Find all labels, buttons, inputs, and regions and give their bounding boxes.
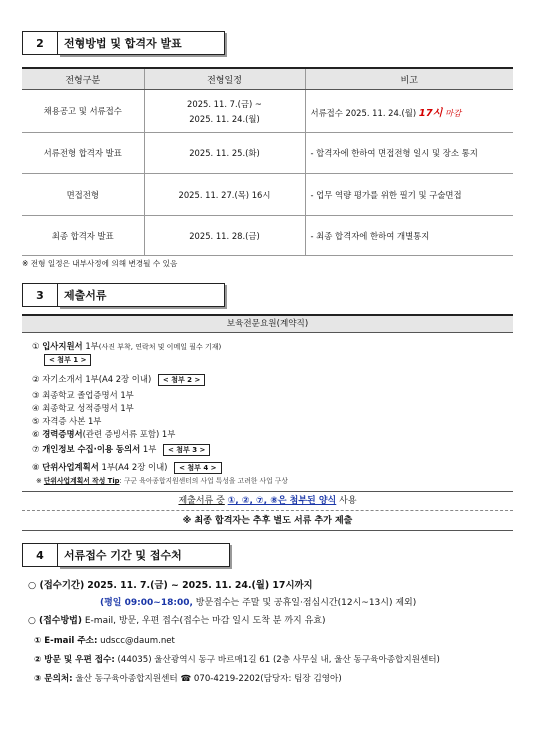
- column-header: 비고: [305, 68, 513, 90]
- table-row: [22, 174, 513, 216]
- doc-item-1: [32, 340, 221, 352]
- section-3-header: [22, 283, 225, 307]
- section-number: 2: [22, 31, 58, 55]
- row-type: 채용공고 및 서류접수: [22, 90, 144, 133]
- item-name: 자기소개서: [42, 374, 83, 384]
- item-number: ②: [32, 374, 40, 384]
- date-line: 2025. 11. 7.(금) ~: [187, 98, 262, 109]
- doc-item-4: [32, 402, 134, 414]
- section-number: 4: [22, 543, 58, 567]
- period-value: 2025. 11. 7.(금) ~ 2025. 11. 24.(월) 17시까지: [87, 580, 313, 591]
- method-label: ○ (접수방법): [28, 616, 82, 626]
- item-number: ⑤: [32, 416, 40, 426]
- section-title: 서류접수 기간 및 접수처: [58, 543, 230, 567]
- item-number: ⑥: [32, 429, 40, 439]
- attachment-tag: < 첨부 2 >: [158, 374, 205, 386]
- section-title: 전형방법 및 합격자 발표: [58, 31, 225, 55]
- hours-line: [100, 595, 416, 608]
- email-address[interactable]: udscc@daum.net: [100, 636, 175, 646]
- item-number: ①: [32, 341, 40, 351]
- column-header: 전형일정: [144, 68, 305, 90]
- weekday-hours: (평일 09:00~18:00,: [100, 598, 193, 608]
- row-date: 2025. 11. 27.(목) 16시: [144, 174, 305, 216]
- section-number: 3: [22, 283, 58, 307]
- visit-address: (44035) 울산광역시 동구 바르매1길 61 (2층 사무실 내, 울산 동구육아종합지원센터): [117, 655, 440, 665]
- period-label: ○ (접수기간): [28, 580, 85, 591]
- visit-line: [34, 653, 440, 665]
- item-qty: (관련 증빙서류 포함) 1부: [82, 429, 176, 439]
- column-header: 전형구분: [22, 68, 144, 90]
- attachment-tag: < 첨부 1 >: [44, 354, 91, 366]
- row-type: 서류전형 합격자 발표: [22, 133, 144, 174]
- item-number: ⑧: [32, 462, 40, 472]
- tip-text: : 구군 육아종합지원센터의 사업 특성을 고려한 사업 구상: [119, 477, 288, 485]
- item-qty: 1부: [142, 444, 157, 454]
- deadline-tail: 마감: [445, 107, 462, 118]
- item-name: 최종학교 성적증명서 1부: [42, 403, 134, 413]
- item-number: ④: [32, 403, 40, 413]
- item-name: 단위사업계획서: [42, 462, 99, 472]
- item-number: ⑦: [32, 444, 40, 454]
- item-name: 자격증 사본 1부: [42, 416, 102, 426]
- email-line: [34, 634, 175, 646]
- visit-label: ② 방문 및 우편 접수:: [34, 655, 115, 665]
- row-date: [144, 90, 305, 133]
- item-detail: (사진 부착, 연락처 및 이메일 필수 기재): [98, 343, 222, 351]
- contact-label: ③ 문의처:: [34, 674, 73, 684]
- attachment-tag: < 첨부 4 >: [174, 462, 221, 474]
- use-form-text-a: 제출서류 중: [178, 496, 225, 506]
- deadline-hour: 17시: [418, 107, 443, 119]
- table-row: [22, 90, 513, 133]
- contact-value: 울산 동구육아종합지원센터 ☎ 070-4219-2202(담당자: 팀장 김영아): [75, 674, 342, 684]
- method-value: E-mail, 방문, 우편 접수(접수는 마감 일시 도착 분 까지 유효): [84, 616, 326, 626]
- item-name: 개인정보 수집·이용 동의서: [42, 444, 141, 454]
- row-type: 최종 합격자 발표: [22, 216, 144, 256]
- row-note: - 합격자에 한하여 면접전형 일시 및 장소 통지: [305, 133, 513, 174]
- schedule-footnote: ※ 전형 일정은 내부사정에 의해 변경될 수 있음: [22, 259, 178, 268]
- section-2-header: [22, 31, 225, 55]
- attachment-tag: < 첨부 3 >: [163, 444, 210, 456]
- table-row: [22, 133, 513, 174]
- tip-line: ※ 단위사업계획서 작성 Tip: 구군 육아종합지원센터의 사업 특성을 고려한 사업 구상: [36, 477, 288, 485]
- row-type: 면접전형: [22, 174, 144, 216]
- doc-item-8: [32, 461, 222, 474]
- hours-exceptions: 방문접수는 주말 및 공휴일·점심시간(12시~13시) 제외): [195, 598, 417, 608]
- extra-notice: ※ 최종 합격자는 추후 별도 서류 추가 제출: [22, 512, 513, 531]
- note-text: 서류접수 2025. 11. 24.(월): [310, 107, 417, 118]
- row-note: - 최종 합격자에 한하여 개별통지: [305, 216, 513, 256]
- item-qty: 1부(A4 2장 이내): [101, 462, 168, 472]
- method-line: [28, 613, 325, 626]
- item-name: 입사지원서: [42, 341, 83, 351]
- doc-item-2: [32, 373, 205, 386]
- date-line: 2025. 11. 24.(월): [189, 113, 260, 124]
- doc-item-5: [32, 415, 101, 427]
- table-header-row: [22, 68, 513, 90]
- row-note: [305, 90, 513, 133]
- item-name: 최종학교 졸업증명서 1부: [42, 390, 134, 400]
- email-label: ① E-mail 주소:: [34, 636, 98, 646]
- tip-label: 단위사업계획서 작성 Tip: [43, 477, 120, 485]
- row-date: 2025. 11. 28.(금): [144, 216, 305, 256]
- item-name: 경력증명서: [42, 429, 83, 439]
- section-4-header: [22, 543, 230, 567]
- period-line: [28, 577, 313, 591]
- use-form-text-c: 사용: [339, 496, 357, 506]
- doc-item-7: [32, 443, 210, 456]
- contact-line: [34, 672, 342, 684]
- item-qty: 1부: [85, 341, 99, 351]
- doc-item-1-attach: [40, 354, 91, 366]
- table-row: [22, 216, 513, 256]
- doc-item-3: [32, 389, 134, 401]
- section-title: 제출서류: [58, 283, 225, 307]
- doc-item-6: [32, 428, 175, 440]
- schedule-table: [22, 67, 513, 256]
- item-number: ③: [32, 390, 40, 400]
- row-date: 2025. 11. 25.(화): [144, 133, 305, 174]
- docs-box-header: 보육전문요원(계약직): [22, 316, 513, 333]
- use-form-text-b: ①, ②, ⑦, ⑧은 첨부된 양식: [227, 496, 337, 506]
- row-note: - 업무 역량 평가를 위한 필기 및 구술면접: [305, 174, 513, 216]
- use-form-row: [22, 492, 513, 511]
- item-qty: 1부(A4 2장 이내): [85, 374, 152, 384]
